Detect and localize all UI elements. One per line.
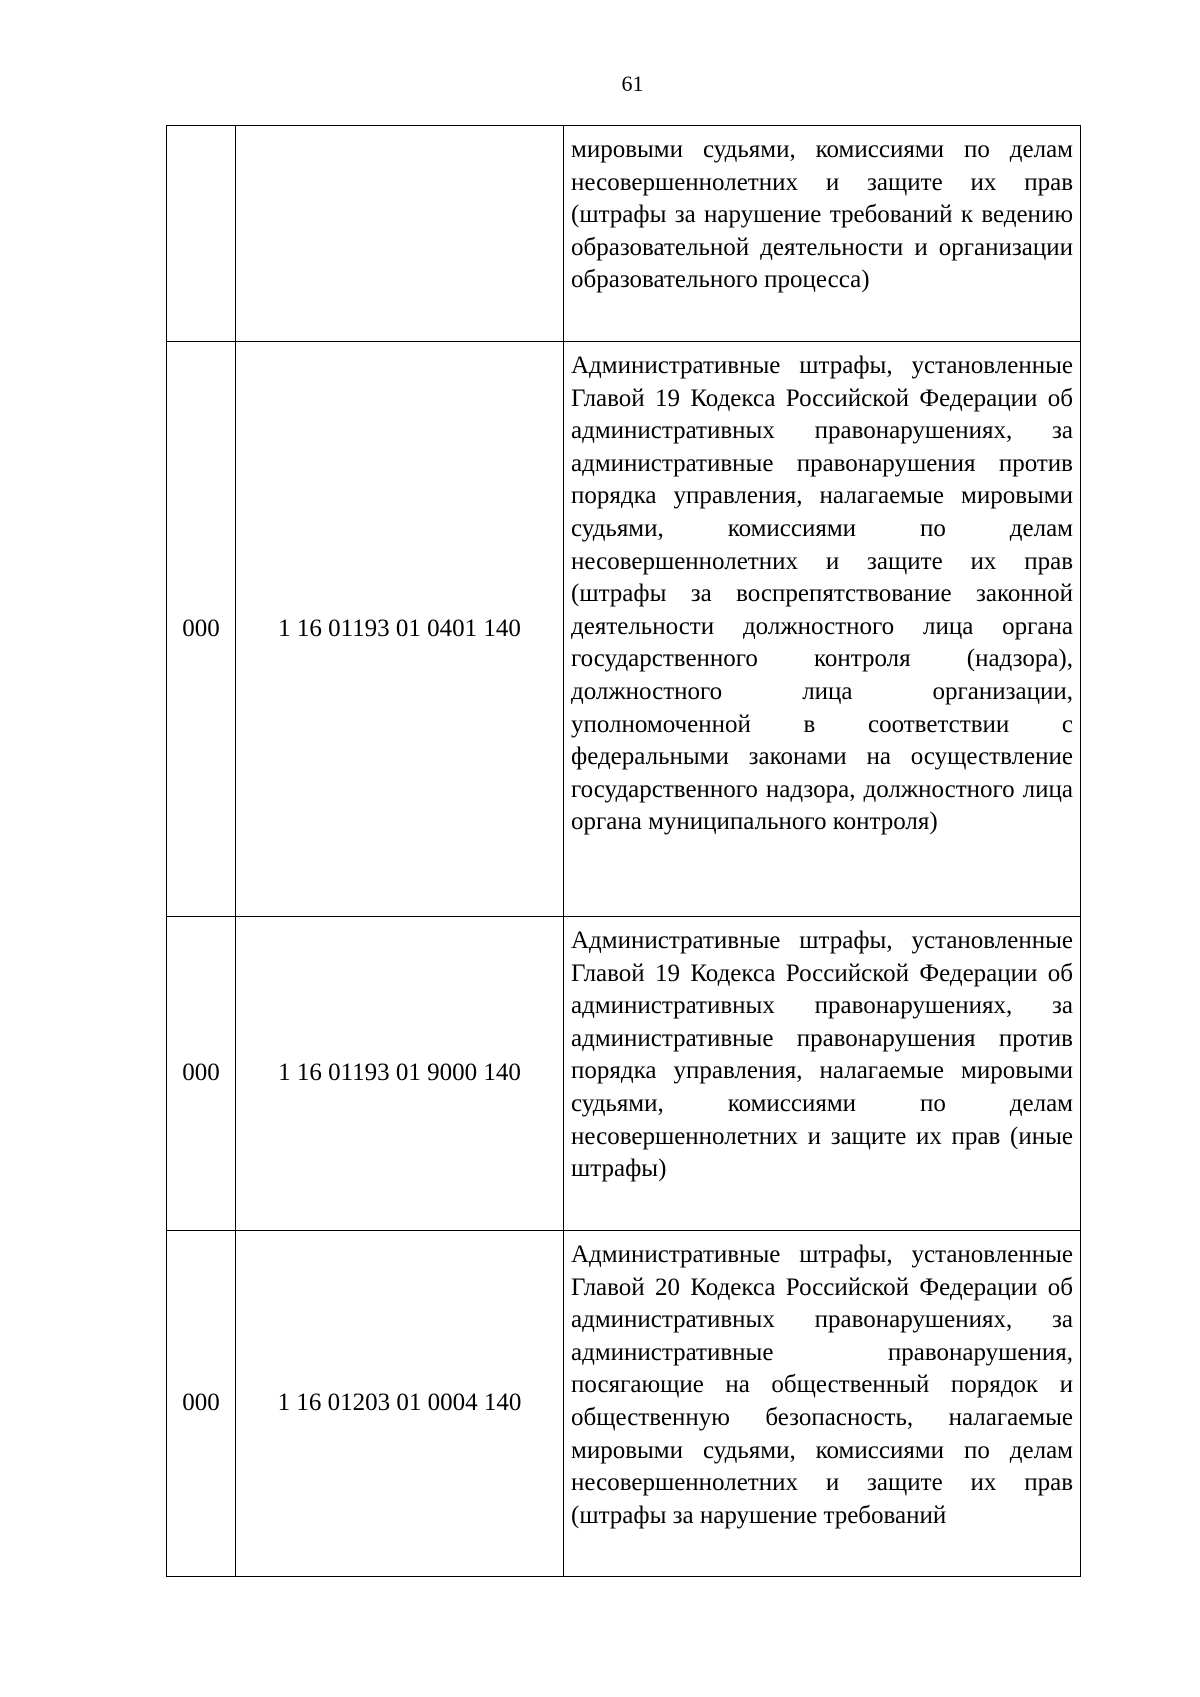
description-cell: мировыми судьями, комиссиями по делам несовершеннолетних и защите их прав (штрафы за нарушение требований к ведению образовательной деятельности и организации образовательного процесса) [564, 126, 1081, 342]
page-number: 61 [621, 71, 644, 96]
table-row [167, 917, 1081, 1231]
description-cell: Административные штрафы, установленные Главой 19 Кодекса Российской Федерации об административных правонарушениях, за административные правонарушения против порядка управления, налагаемые мировыми судьями, комиссиями по делам несовершеннолетних и защите их прав (штрафы за воспрепятствование законной деятельности должностного лица органа государственного контроля (надзора), должностного лица организации, уполномоченной в соответствии с федеральными законами на осуществление государственного надзора, должностного лица органа муниципального контроля) [564, 342, 1081, 917]
description-cell: Административные штрафы, установленные Главой 19 Кодекса Российской Федерации об административных правонарушениях, за административные правонарушения против порядка управления, налагаемые мировыми судьями, комиссиями по делам несовершеннолетних и защите их прав (иные штрафы) [564, 917, 1081, 1231]
admin-code-cell: 000 [167, 917, 236, 1231]
admin-code-cell: 000 [167, 1231, 236, 1577]
table-row [167, 126, 1081, 342]
kbk-code-cell: 1 16 01193 01 0401 140 [236, 342, 564, 917]
kbk-code-cell: 1 16 01203 01 0004 140 [236, 1231, 564, 1577]
admin-code-cell: 000 [167, 342, 236, 917]
table-row [167, 342, 1081, 917]
kbk-code-cell [236, 126, 564, 342]
kbk-code-cell: 1 16 01193 01 9000 140 [236, 917, 564, 1231]
table-row [167, 1231, 1081, 1577]
budget-codes-table [166, 125, 1081, 1577]
admin-code-cell [167, 126, 236, 342]
description-cell: Административные штрафы, установленные Главой 20 Кодекса Российской Федерации об административных правонарушениях, за административные правонарушения, посягающие на общественный порядок и общественную безопасность, налагаемые мировыми судьями, комиссиями по делам несовершеннолетних и защите их прав (штрафы за нарушение требований [564, 1231, 1081, 1577]
